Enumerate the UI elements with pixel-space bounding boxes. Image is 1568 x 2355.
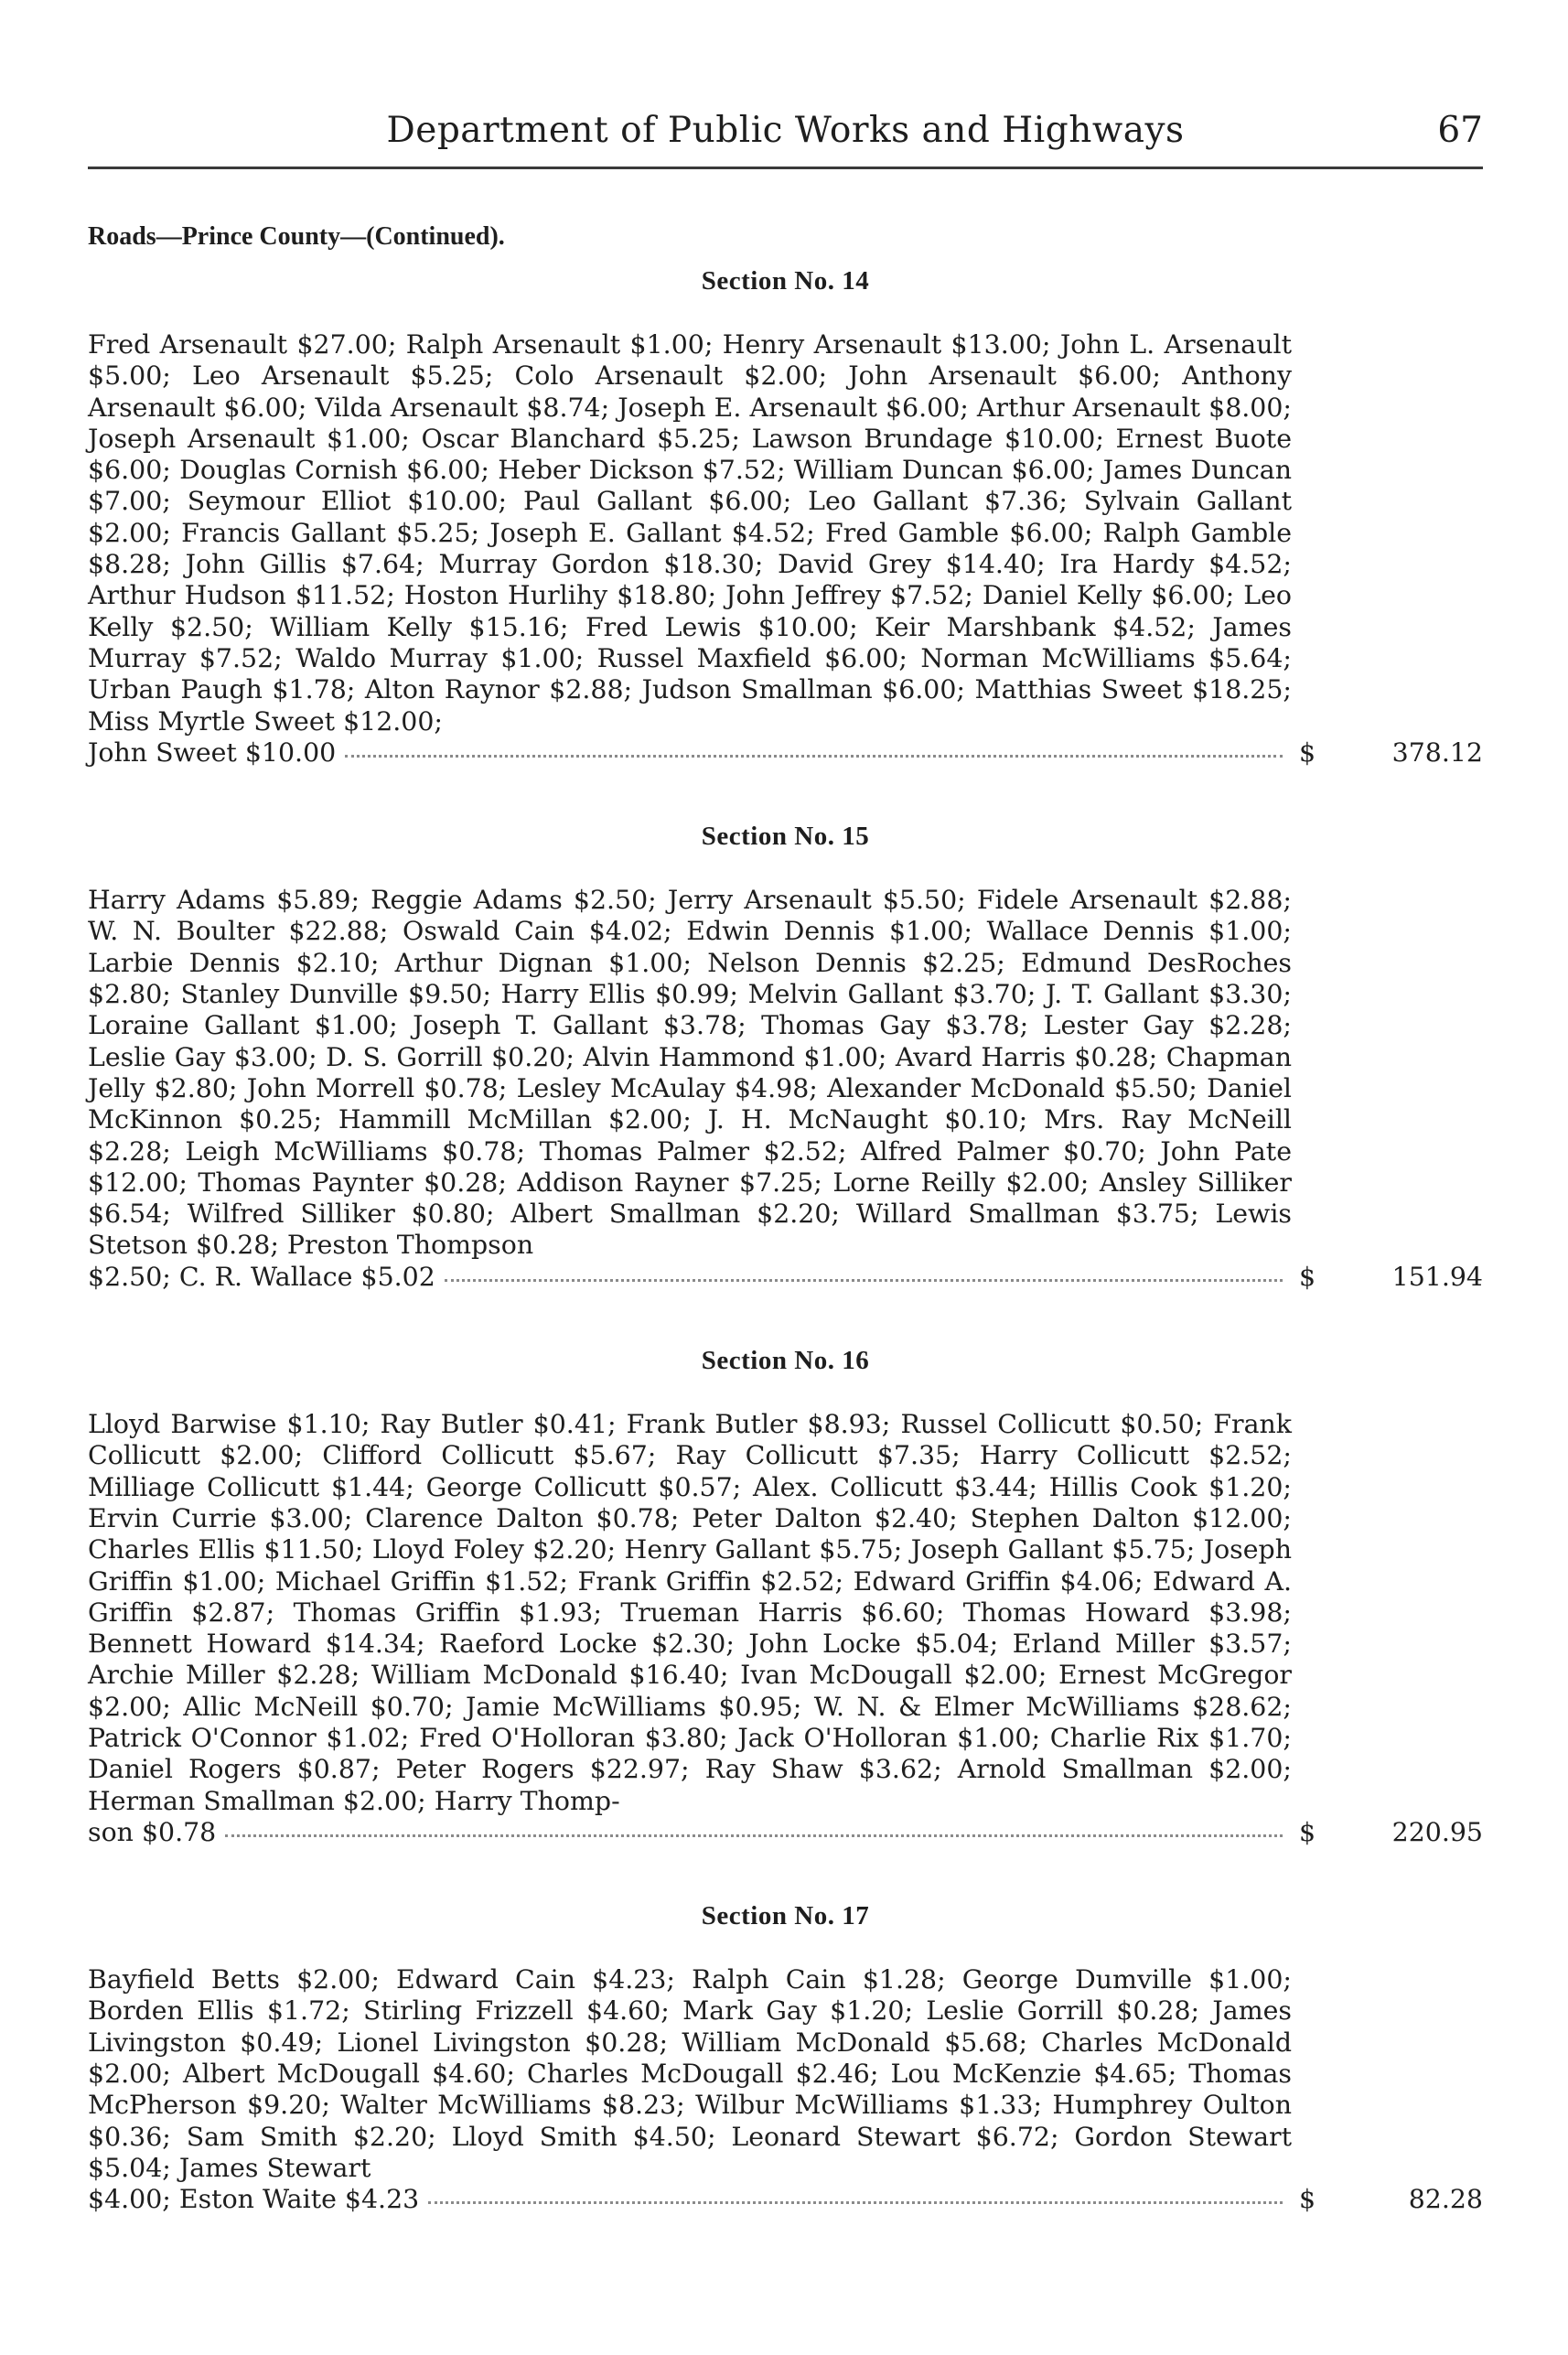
section-total: 220.95 [1391,1816,1483,1847]
section-last-line: son $0.78 [88,1816,217,1847]
section-body [88,329,1483,769]
page-header [88,110,1483,169]
section-text: Fred Arsenault $27.00; Ralph Arsenault $1.00; Henry Arsenault $13.00; John L. Arsenault $5.00; Leo Arsenault $5.25; Colo Arsenault $2.00; John Arsenault $6.00; Anthony Arsenault $6.00; Vilda Arsenault $8.74; Joseph E. Arsenault $6.00; Arthur Arsenault $8.00; Joseph Arsenault $1.00; Oscar Blanchard $5.25; Lawson Brundage $10.00; Ernest Buote $6.00; Douglas Cornish $6.00; Heber Dickson $7.52; William Duncan $6.00; James Duncan $7.00; Seymour Elliot $10.00; Paul Gallant $6.00; Leo Gallant $7.36; Sylvain Gallant $2.00; Francis Gallant $5.25; Joseph E. Gallant $4.52; Fred Gamble $6.00; Ralph Gamble $8.28; John Gillis $7.64; Murray Gordon $18.30; David Grey $14.40; Ira Hardy $4.52; Arthur Hudson $11.52; Hoston Hurlihy $18.80; John Jeffrey $7.52; Daniel Kelly $6.00; Leo Kelly $2.50; William Kelly $15.16; Fred Lewis $10.00; Keir Marshbank $4.52; James Murray $7.52; Waldo Murray $1.00; Russel Maxfield $6.00; Norman McWilliams $5.64; Urban Paugh $1.78; Alton Raynor $2.88; Judson Smallman $6.00; Matthias Sweet $18.25; Miss Myrtle Sweet $12.00; [88,329,1292,737]
section-text: Bayfield Betts $2.00; Edward Cain $4.23; Ralph Cain $1.28; George Dumville $1.00; Borden Ellis $1.72; Stirling Frizzell $4.60; Mark Gay $1.20; Leslie Gorrill $0.28; James Livingston $0.49; Lionel Livingston $0.28; William McDonald $5.68; Charles McDonald $2.00; Albert McDougall $4.60; Charles McDougall $2.46; Lou McKenzie $4.65; Thomas McPherson $9.20; Walter McWilliams $8.23; Wilbur McWilliams $1.33; Humphrey Oulton $0.36; Sam Smith $2.20; Lloyd Smith $4.50; Leonard Stewart $6.72; Gordon Stewart $5.04; James Stewart [88,1964,1292,2183]
section-heading: Section No. 17 [701,1901,870,1931]
section-total-row [88,737,1483,769]
section-text: Harry Adams $5.89; Reggie Adams $2.50; Jerry Arsenault $5.50; Fidele Arsenault $2.88; W. N. Boulter $22.88; Oswald Cain $4.02; Edwin Dennis $1.00; Wallace Dennis $1.00; Larbie Dennis $2.10; Arthur Dignan $1.00; Nelson Dennis $2.25; Edmund DesRoches $2.80; Stanley Dunville $9.50; Harry Ellis $0.99; Melvin Gallant $3.70; J. T. Gallant $3.30; Loraine Gallant $1.00; Joseph T. Gallant $3.78; Thomas Gay $3.78; Lester Gay $2.28; Leslie Gay $3.00; D. S. Gorrill $0.20; Alvin Hammond $1.00; Avard Harris $0.28; Chapman Jelly $2.80; John Morrell $0.78; Lesley McAulay $4.98; Alexander McDonald $5.50; Daniel McKinnon $0.25; Hammill McMillan $2.00; J. H. McNaught $0.10; Mrs. Ray McNeill $2.28; Leigh McWilliams $0.78; Thomas Palmer $2.52; Alfred Palmer $0.70; John Pate $12.00; Thomas Paynter $0.28; Addison Rayner $7.25; Lorne Reilly $2.00; Ansley Silliker $6.54; Wilfred Silliker $0.80; Albert Smallman $2.20; Willard Smallman $3.75; Lewis Stetson $0.28; Preston Thompson [88,885,1292,1261]
dot-leader [225,1833,1283,1837]
section-last-line: John Sweet $10.00 [88,737,337,768]
section-heading: Section No. 15 [701,822,870,852]
dot-leader [345,754,1283,758]
section-body [88,885,1483,1293]
section-total: 378.12 [1391,737,1483,768]
section-total: 151.94 [1391,1261,1483,1292]
dot-leader [445,1278,1283,1282]
document-page [88,110,1483,2216]
section-total-row [88,2184,1483,2215]
section-last-line: $4.00; Eston Waite $4.23 [88,2184,420,2215]
currency-symbol: $ [1299,1261,1316,1292]
page-number: 67 [1437,110,1483,151]
section-total-row [88,1817,1483,1848]
section-body [88,1409,1483,1848]
currency-symbol: $ [1299,737,1316,768]
running-title: Department of Public Works and Highways [386,110,1185,151]
dot-leader [428,2200,1283,2204]
section-last-line: $2.50; C. R. Wallace $5.02 [88,1261,435,1292]
continued-heading: Roads—Prince County—(Continued). [88,222,505,251]
section-total-row [88,1262,1483,1293]
section-text: Lloyd Barwise $1.10; Ray Butler $0.41; Frank Butler $8.93; Russel Collicutt $0.50; Frank Collicutt $2.00; Clifford Collicutt $5.67; Ray Collicutt $7.35; Harry Collicutt $2.52; Milliage Collicutt $1.44; George Collicutt $0.57; Alex. Collicutt $3.44; Hillis Cook $1.20; Ervin Currie $3.00; Clarence Dalton $0.78; Peter Dalton $2.40; Stephen Dalton $12.00; Charles Ellis $11.50; Lloyd Foley $2.20; Henry Gallant $5.75; Joseph Gallant $5.75; Joseph Griffin $1.00; Michael Griffin $1.52; Frank Griffin $2.52; Edward Griffin $4.06; Edward A. Griffin $2.87; Thomas Griffin $1.93; Trueman Harris $6.60; Thomas Howard $3.98; Bennett Howard $14.34; Raeford Locke $2.30; John Locke $5.04; Erland Miller $3.57; Archie Miller $2.28; William McDonald $16.40; Ivan McDougall $2.00; Ernest McGregor $2.00; Allic McNeill $0.70; Jamie McWilliams $0.95; W. N. & Elmer McWilliams $28.62; Patrick O'Connor $1.02; Fred O'Holloran $3.80; Jack O'Holloran $1.00; Charlie Rix $1.70; Daniel Rogers $0.87; Peter Rogers $22.97; Ray Shaw $3.62; Arnold Smallman $2.00; Herman Smallman $2.00; Harry Thomp- [88,1409,1292,1816]
section-heading: Section No. 14 [701,266,870,296]
currency-symbol: $ [1299,2184,1316,2215]
section-total: 82.28 [1408,2184,1483,2215]
currency-symbol: $ [1299,1816,1316,1847]
section-heading: Section No. 16 [701,1346,870,1376]
section-body [88,1964,1483,2215]
